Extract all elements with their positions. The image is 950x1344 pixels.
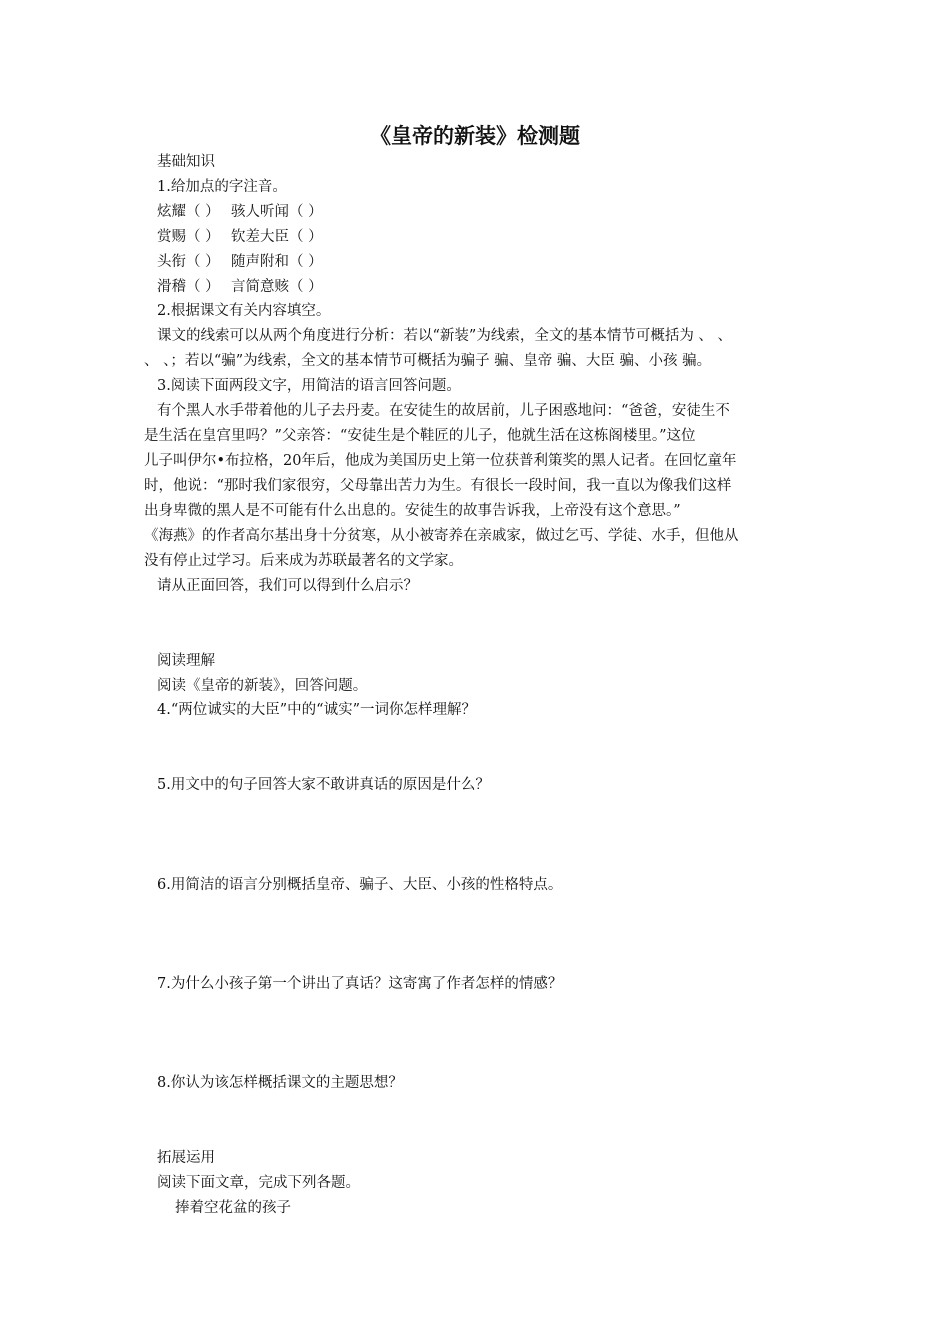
q1-row	[157, 202, 323, 222]
q1-item: 言简意赅（ ）	[231, 279, 323, 295]
q1-item: 骇人听闻（ ）	[231, 204, 323, 220]
q1-item: 头衔（ ）	[157, 254, 220, 270]
q1-item: 滑稽（ ）	[157, 279, 220, 295]
reading-passage-line: 是生活在皇宫里吗？”父亲答：“安徒生是个鞋匠的儿子，他就生活在这栋阁楼里。”这位	[144, 428, 696, 444]
question-4: 4.“两位诚实的大臣”中的“诚实”一词你怎样理解？	[157, 702, 476, 718]
reading-passage-line: 没有停止过学习。后来成为苏联最著名的文学家。	[144, 553, 463, 569]
q1-item: 炫耀（ ）	[157, 204, 220, 220]
question-1-prompt: 1.给加点的字注音。	[157, 179, 287, 195]
section-heading-extension: 拓展运用	[157, 1150, 215, 1166]
question-2-prompt: 2.根据课文有关内容填空。	[157, 303, 331, 319]
reading-passage-line: 《海燕》的作者高尔基出身十分贫寒，从小被寄养在亲戚家，做过乞丐、学徒、水手，但他从	[144, 528, 739, 544]
q1-row	[157, 277, 323, 297]
extension-intro: 阅读下面文章，完成下列各题。	[157, 1175, 360, 1191]
q1-row	[157, 252, 323, 272]
question-5: 5.用文中的句子回答大家不敢讲真话的原因是什么？	[157, 777, 490, 793]
article-title: 捧着空花盆的孩子	[175, 1200, 291, 1216]
q1-item: 赏赐（ ）	[157, 229, 220, 245]
section-heading-basic: 基础知识	[157, 154, 215, 170]
reading-passage-line: 出身卑微的黑人是不可能有什么出息的。安徒生的故事告诉我，上帝没有这个意思。”	[144, 503, 681, 519]
page-title: 《皇帝的新装》检测题	[370, 124, 580, 148]
question-3-prompt: 3.阅读下面两段文字，用简洁的语言回答问题。	[157, 378, 461, 394]
question-6: 6.用简洁的语言分别概括皇帝、骗子、大臣、小孩的性格特点。	[157, 877, 563, 893]
q1-row	[157, 227, 323, 247]
q1-item: 随声附和（ ）	[231, 254, 323, 270]
section-heading-reading: 阅读理解	[157, 653, 215, 669]
reading-passage-line: 有个黑人水手带着他的儿子去丹麦。在安徒生的故居前，儿子困惑地问：“爸爸，安徒生不	[157, 403, 730, 419]
question-2-text: 课文的线索可以从两个角度进行分析：若以“新装”为线索，全文的基本情节可概括为 、 、	[157, 328, 733, 344]
question-7: 7.为什么小孩子第一个讲出了真话？这寄寓了作者怎样的情感？	[157, 976, 563, 992]
reading-intro: 阅读《皇帝的新装》，回答问题。	[157, 678, 368, 694]
reading-passage-line: 时，他说：“那时我们家很穷，父母靠出苦力为生。有很长一段时间，我一直以为像我们这样	[144, 478, 732, 494]
reading-passage-line: 儿子叫伊尔•布拉格，20年后，他成为美国历史上第一位获普利策奖的黑人记者。在回忆童年	[144, 453, 737, 469]
q1-item: 钦差大臣（ ）	[231, 229, 323, 245]
question-3-question: 请从正面回答，我们可以得到什么启示？	[157, 578, 418, 594]
question-2-text: 、 、；若以“骗”为线索，全文的基本情节可概括为骗子 骗、皇帝 骗、大臣 骗、小孩 骗。	[144, 353, 712, 369]
question-8: 8.你认为该怎样概括课文的主题思想？	[157, 1075, 403, 1091]
